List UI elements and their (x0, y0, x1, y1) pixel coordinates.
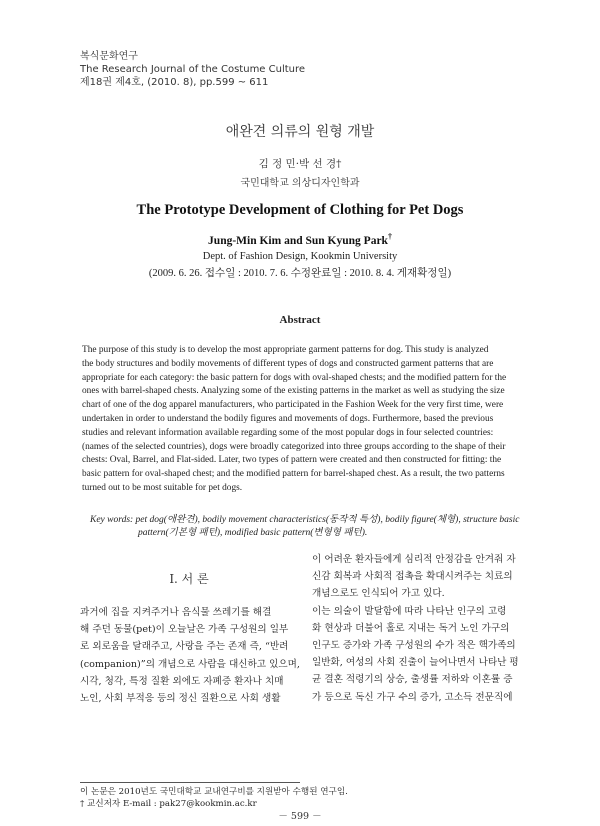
abstract-line: undertaken in order to understand the bodily figures and movements of dogs. Furthermore, based the previous (82, 413, 494, 424)
body-line: 인구도 증가와 가족 구성원의 수가 적은 핵가족의 (312, 639, 516, 651)
body-line: 화 현상과 더불어 홀로 지내는 독거 노인 가구의 (312, 622, 510, 634)
submission-dates: (2009. 6. 26. 접수일 : 2010. 7. 6. 수정완료일 : 2010. 8. 4. 게재확정일) (148, 268, 452, 279)
corresponding-author-mark: † (387, 232, 392, 241)
footnote-divider (80, 782, 300, 783)
body-line: 이 어려운 환자들에게 심리적 안정감을 안겨줘 자 (312, 554, 516, 565)
journal-name-en: The Research Journal of the Costume Culture (80, 64, 306, 75)
footnote-corresponding-author: † 교신저자 E-mail : pak27@kookmin.ac.kr (80, 799, 257, 809)
journal-header (80, 50, 305, 89)
body-line: 신감 회복과 사회적 접촉을 확대시켜주는 치료의 (312, 571, 513, 583)
abstract-line: chests: Oval, Barrel, and Flat-sided. Later, two types of pattern were created and then constructed for fitting: the (82, 455, 502, 466)
body-right-column (312, 551, 530, 706)
body-line: 개념으로도 인식되어 가고 있다. (312, 588, 445, 600)
department-ko: 국민대학교 의상디자인학과 (240, 178, 360, 189)
body-line: 로 외로움을 달래주고, 사랑을 주는 존재 즉, “반려 (80, 641, 289, 653)
keywords-line-1: Key words: pet dog(애완견), bodily movement characteristics(동작적 특성), bodily figure(체형), structure basic (90, 515, 520, 525)
keywords-line-2: pattern(기본형 패턴), modified basic pattern(변형형 패턴). (138, 528, 368, 538)
abstract-line: turned out to be most suitable for pet dogs. (82, 482, 243, 493)
footnotes (80, 786, 348, 810)
abstract-line: The purpose of this study is to develop the most appropriate garment patterns for dog. This study is analyzed (82, 345, 489, 355)
abstract-line: appropriate for each category: the basic pattern for dogs with oval-shaped chests; and the modified pattern for the (82, 372, 507, 383)
body-line: 균 결혼 적령기의 상승, 출생률 저하와 이혼률 증 (312, 674, 513, 686)
body-line: 과거에 집을 지켜주거나 음식물 쓰레기를 해결 (80, 607, 272, 618)
footnote-funding: 이 논문은 2010년도 국민대학교 교내연구비를 지원받아 수행된 연구임. (80, 787, 348, 797)
abstract-body (82, 344, 518, 496)
paper-title-ko: 애완견 의류의 원형 개발 (225, 124, 375, 140)
paper-title-en: The Prototype Development of Clothing for Pet Dogs (136, 202, 464, 218)
body-line: 일반화, 여성의 사회 진출이 늘어나면서 나타난 평 (312, 657, 519, 669)
body-line: 해 주던 동물(pet)이 오늘날은 가족 구성원의 일부 (80, 624, 289, 636)
keywords (90, 514, 520, 540)
authors-en (0, 232, 600, 247)
journal-name-ko: 복식문화연구 (80, 51, 138, 62)
abstract-line: basic pattern for oval-shaped chest; and the modified pattern for barrel-shaped chest. As a result, the two patterns (82, 469, 505, 480)
abstract-line: studies and relevant information available regarding some of the most popular dogs in four selected countries: (82, 427, 494, 438)
section-heading-introduction: Ⅰ. 서 론 (169, 572, 209, 586)
body-line: 노인, 사회 부적응 등의 정신 질환으로 사회 생활 (80, 692, 281, 704)
body-line: 가 등으로 독신 가구 수의 증가, 고소득 전문직에 (312, 691, 513, 703)
body-line: 시각, 청각, 특정 질환 외에도 자폐증 환자나 치매 (80, 675, 284, 687)
body-line: (companion)”의 개념으로 사람을 대신하고 있으며, (80, 658, 300, 670)
abstract-line: (names of the selected countries), dogs were broadly categorized into three groups according to the shape of their (82, 441, 506, 452)
abstract-line: chart of one of the dog apparel manufacturers, who participated in the Fashion Week for the very first time, were (82, 400, 504, 411)
page-number: － 599 － (278, 811, 322, 822)
body-line: 이는 의술이 발달함에 따라 나타난 인구의 고령 (312, 605, 507, 617)
abstract-line: ones with barrel-shaped chests. Analyzing some of the existing patterns in the market as well as studying the size (82, 386, 505, 397)
abstract-line: the body structures and bodily movements of different types of dogs and constructed garment patterns that are (82, 358, 494, 369)
authors-ko: 김 정 민·박 선 경† (258, 158, 342, 170)
abstract-heading: Abstract (279, 314, 321, 326)
authors-en-names: Jung-Min Kim and Sun Kyung Park (208, 234, 388, 247)
journal-issue: 제18권 제4호, (2010. 8), pp.599 ~ 611 (80, 77, 269, 88)
department-en: Dept. of Fashion Design, Kookmin University (202, 251, 398, 262)
body-left-column (80, 604, 298, 707)
